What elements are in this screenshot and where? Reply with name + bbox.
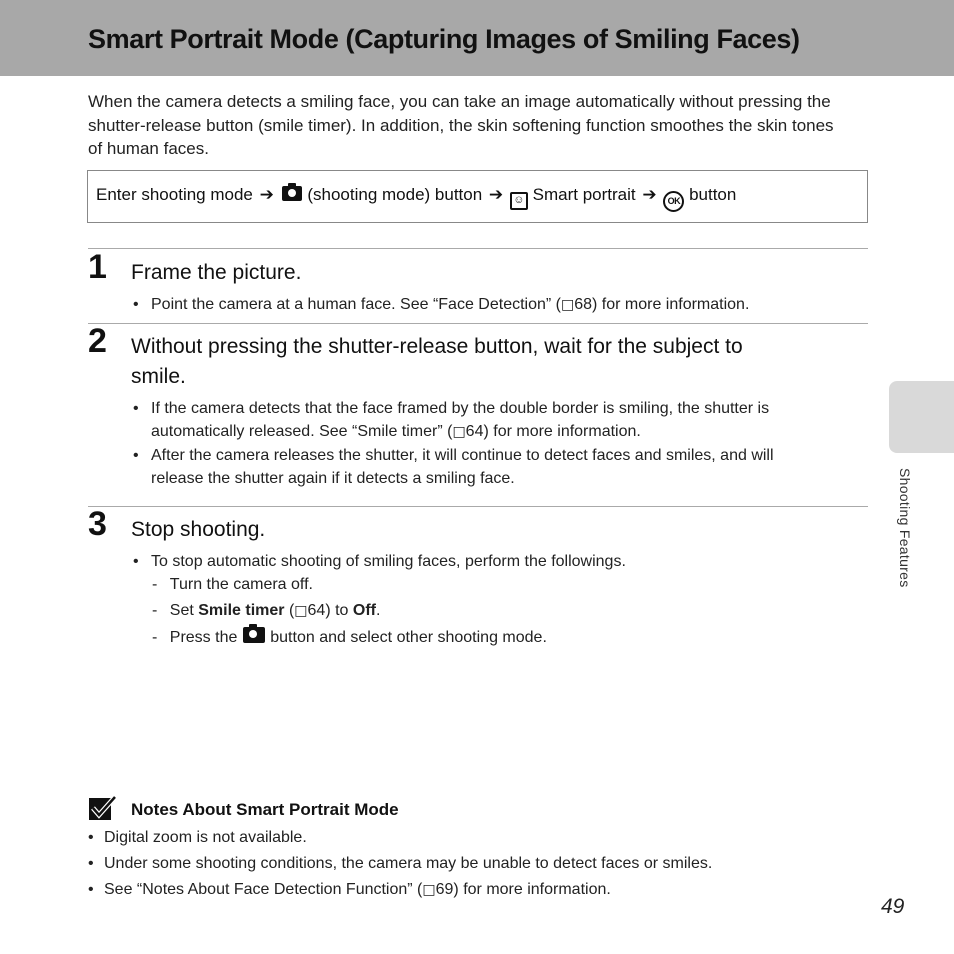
menu-path <box>96 185 736 212</box>
bullet-text: ) for more information. <box>483 423 641 440</box>
dash-marker: - <box>152 576 158 593</box>
list-item <box>133 550 853 573</box>
ok-button-icon: OK <box>663 191 684 212</box>
note-text: See “Notes About Face Detection Function” ( <box>104 881 423 898</box>
note-list-item <box>88 829 307 847</box>
bullet-icon: • <box>88 829 94 846</box>
sub-item-text: . <box>376 602 381 619</box>
divider <box>88 323 868 324</box>
note-text: Digital zoom is not available. <box>104 829 307 846</box>
book-reference-icon: □ <box>422 882 436 898</box>
note-list-item <box>88 855 712 873</box>
bullet-text: Point the camera at a human face. See “Face Detection” ( <box>151 296 561 313</box>
menu-setting-value: Off <box>352 602 376 619</box>
smart-portrait-icon: ☺ <box>510 192 528 210</box>
path-part-shooting-mode: (shooting mode) button <box>307 185 483 204</box>
list-item <box>133 293 853 317</box>
note-text: Under some shooting conditions, the camera may be unable to detect faces or smiles. <box>104 855 713 872</box>
sub-item-text: ) to <box>325 602 353 619</box>
bullet-icon: • <box>133 447 139 464</box>
path-part-smart-portrait: Smart portrait <box>532 185 636 204</box>
step-title <box>131 332 851 392</box>
section-tab <box>889 381 954 453</box>
page-number: 49 <box>881 895 905 918</box>
bullet-icon: • <box>88 881 94 898</box>
step-number: 2 <box>88 322 107 360</box>
list-item <box>133 444 853 490</box>
book-reference-icon: □ <box>294 603 308 619</box>
section-label: Shooting Features <box>897 468 913 588</box>
bullet-icon: • <box>88 855 94 872</box>
arrow-icon: ➔ <box>488 185 504 204</box>
bullet-icon: • <box>133 296 139 313</box>
sub-item-text: button and select other shooting mode. <box>265 629 547 646</box>
checkmark-note-icon <box>88 795 118 821</box>
menu-setting-name: Smile timer <box>198 602 285 619</box>
sub-list-item <box>152 576 313 594</box>
step-title: Frame the picture. <box>131 261 302 284</box>
bullet-text: After the camera releases the shutter, it will continue to detect faces and smiles, and will <box>151 447 774 464</box>
sub-list-item <box>152 602 380 620</box>
path-part-button: button <box>689 185 737 204</box>
bullet-text: ) for more information. <box>592 296 750 313</box>
step-title-line: smile. <box>131 365 186 388</box>
bullet-text: To stop automatic shooting of smiling faces, perform the followings. <box>151 553 626 570</box>
arrow-icon: ➔ <box>259 185 274 204</box>
divider <box>88 248 868 249</box>
step-title: Stop shooting. <box>131 518 266 541</box>
camera-icon <box>243 627 265 643</box>
page-reference: 68 <box>574 296 593 313</box>
notes-heading: Notes About Smart Portrait Mode <box>131 800 399 819</box>
bullet-icon: • <box>133 400 139 417</box>
book-reference-icon: □ <box>452 424 466 440</box>
bullet-icon: • <box>133 553 139 570</box>
sub-item-text: ( <box>284 602 295 619</box>
list-item <box>133 397 853 444</box>
step-title-line: Without pressing the shutter-release button, wait for the subject to <box>131 335 743 358</box>
bullet-text: If the camera detects that the face framed by the double border is smiling, the shutter is <box>151 400 770 417</box>
page-title: Smart Portrait Mode (Capturing Images of Smiling Faces) <box>88 24 800 54</box>
camera-icon <box>282 186 302 201</box>
sub-item-text: Set <box>169 602 199 619</box>
sub-list-item <box>152 627 547 647</box>
menu-path-box <box>87 170 868 223</box>
book-reference-icon: □ <box>560 297 575 313</box>
arrow-icon: ➔ <box>642 185 657 204</box>
note-text: ) for more information. <box>453 881 611 898</box>
dash-marker: - <box>152 602 158 619</box>
step-number: 3 <box>88 505 107 543</box>
dash-marker: - <box>152 629 158 646</box>
bullet-text: automatically released. See “Smile timer” ( <box>151 423 453 440</box>
intro-paragraph: When the camera detects a smiling face, you can take an image automatically without pressing the shutter-release button (smile timer). In addition, the skin softening function smoothes the skin tones of human faces. <box>88 92 834 158</box>
sub-item-text: Turn the camera off. <box>169 576 313 593</box>
note-list-item <box>88 881 611 899</box>
sub-item-text: Press the <box>169 629 242 646</box>
page-reference: 64 <box>465 423 484 440</box>
divider <box>88 506 868 507</box>
step-number: 1 <box>88 248 107 286</box>
bullet-text: release the shutter again if it detects a smiling face. <box>151 470 515 487</box>
page-reference: 69 <box>435 881 454 898</box>
path-part-enter: Enter shooting mode <box>96 185 253 204</box>
page-reference: 64 <box>307 602 326 619</box>
